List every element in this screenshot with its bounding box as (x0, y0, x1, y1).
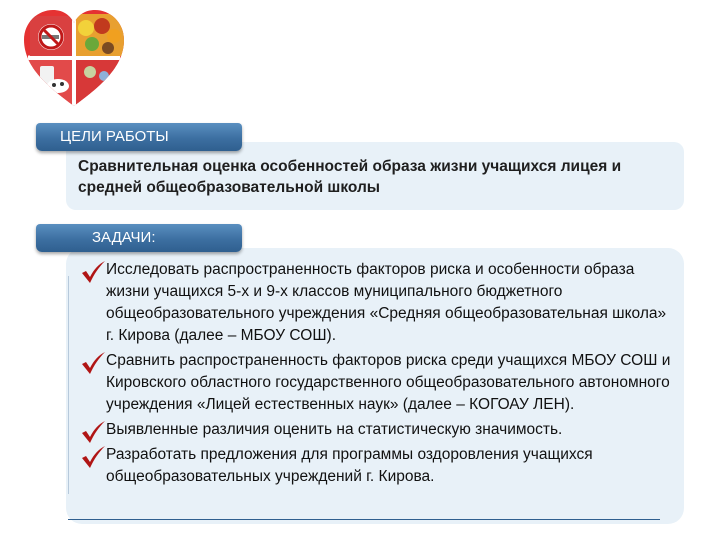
tasks-bottom-rule (68, 519, 660, 520)
task-text: Сравнить распространенность факторов риска среди учащихся МБОУ СОШ и Кировского областного государственного общеобразовательного автономного учреждения «Лицей естественных наук» (далее – КОГОАУ ЛЕН). (106, 352, 671, 413)
task-text: Разработать предложения для программы оздоровления учащихся общеобразовательных учреждений г. Кирова. (106, 446, 593, 485)
checkmark-icon (80, 351, 106, 375)
task-item (78, 444, 678, 488)
tasks-left-rule (68, 276, 69, 494)
goals-tab: ЦЕЛИ РАБОТЫ (36, 123, 242, 151)
goals-text: Сравнительная оценка особенностей образа жизни учащихся лицея и средней общеобразовательной школы (78, 158, 622, 196)
task-item (78, 350, 678, 416)
task-list (78, 259, 678, 488)
checkmark-icon (80, 420, 106, 444)
goals-panel (66, 142, 684, 210)
task-item (78, 259, 678, 347)
checkmark-icon (80, 260, 106, 284)
tasks-tab: ЗАДАЧИ: (36, 224, 242, 252)
task-item (78, 419, 678, 441)
heart-health-logo-icon (20, 6, 128, 110)
task-text: Выявленные различия оценить на статистическую значимость. (106, 421, 563, 438)
checkmark-icon (80, 445, 106, 469)
task-text: Исследовать распространенность факторов риска и особенности образа жизни учащихся 5-х и 9-х классов муниципального бюджетного общеобразовательного учреждения «Средняя общеобразовательная школа» г. Кирова (далее – МБОУ СОШ). (106, 261, 667, 344)
